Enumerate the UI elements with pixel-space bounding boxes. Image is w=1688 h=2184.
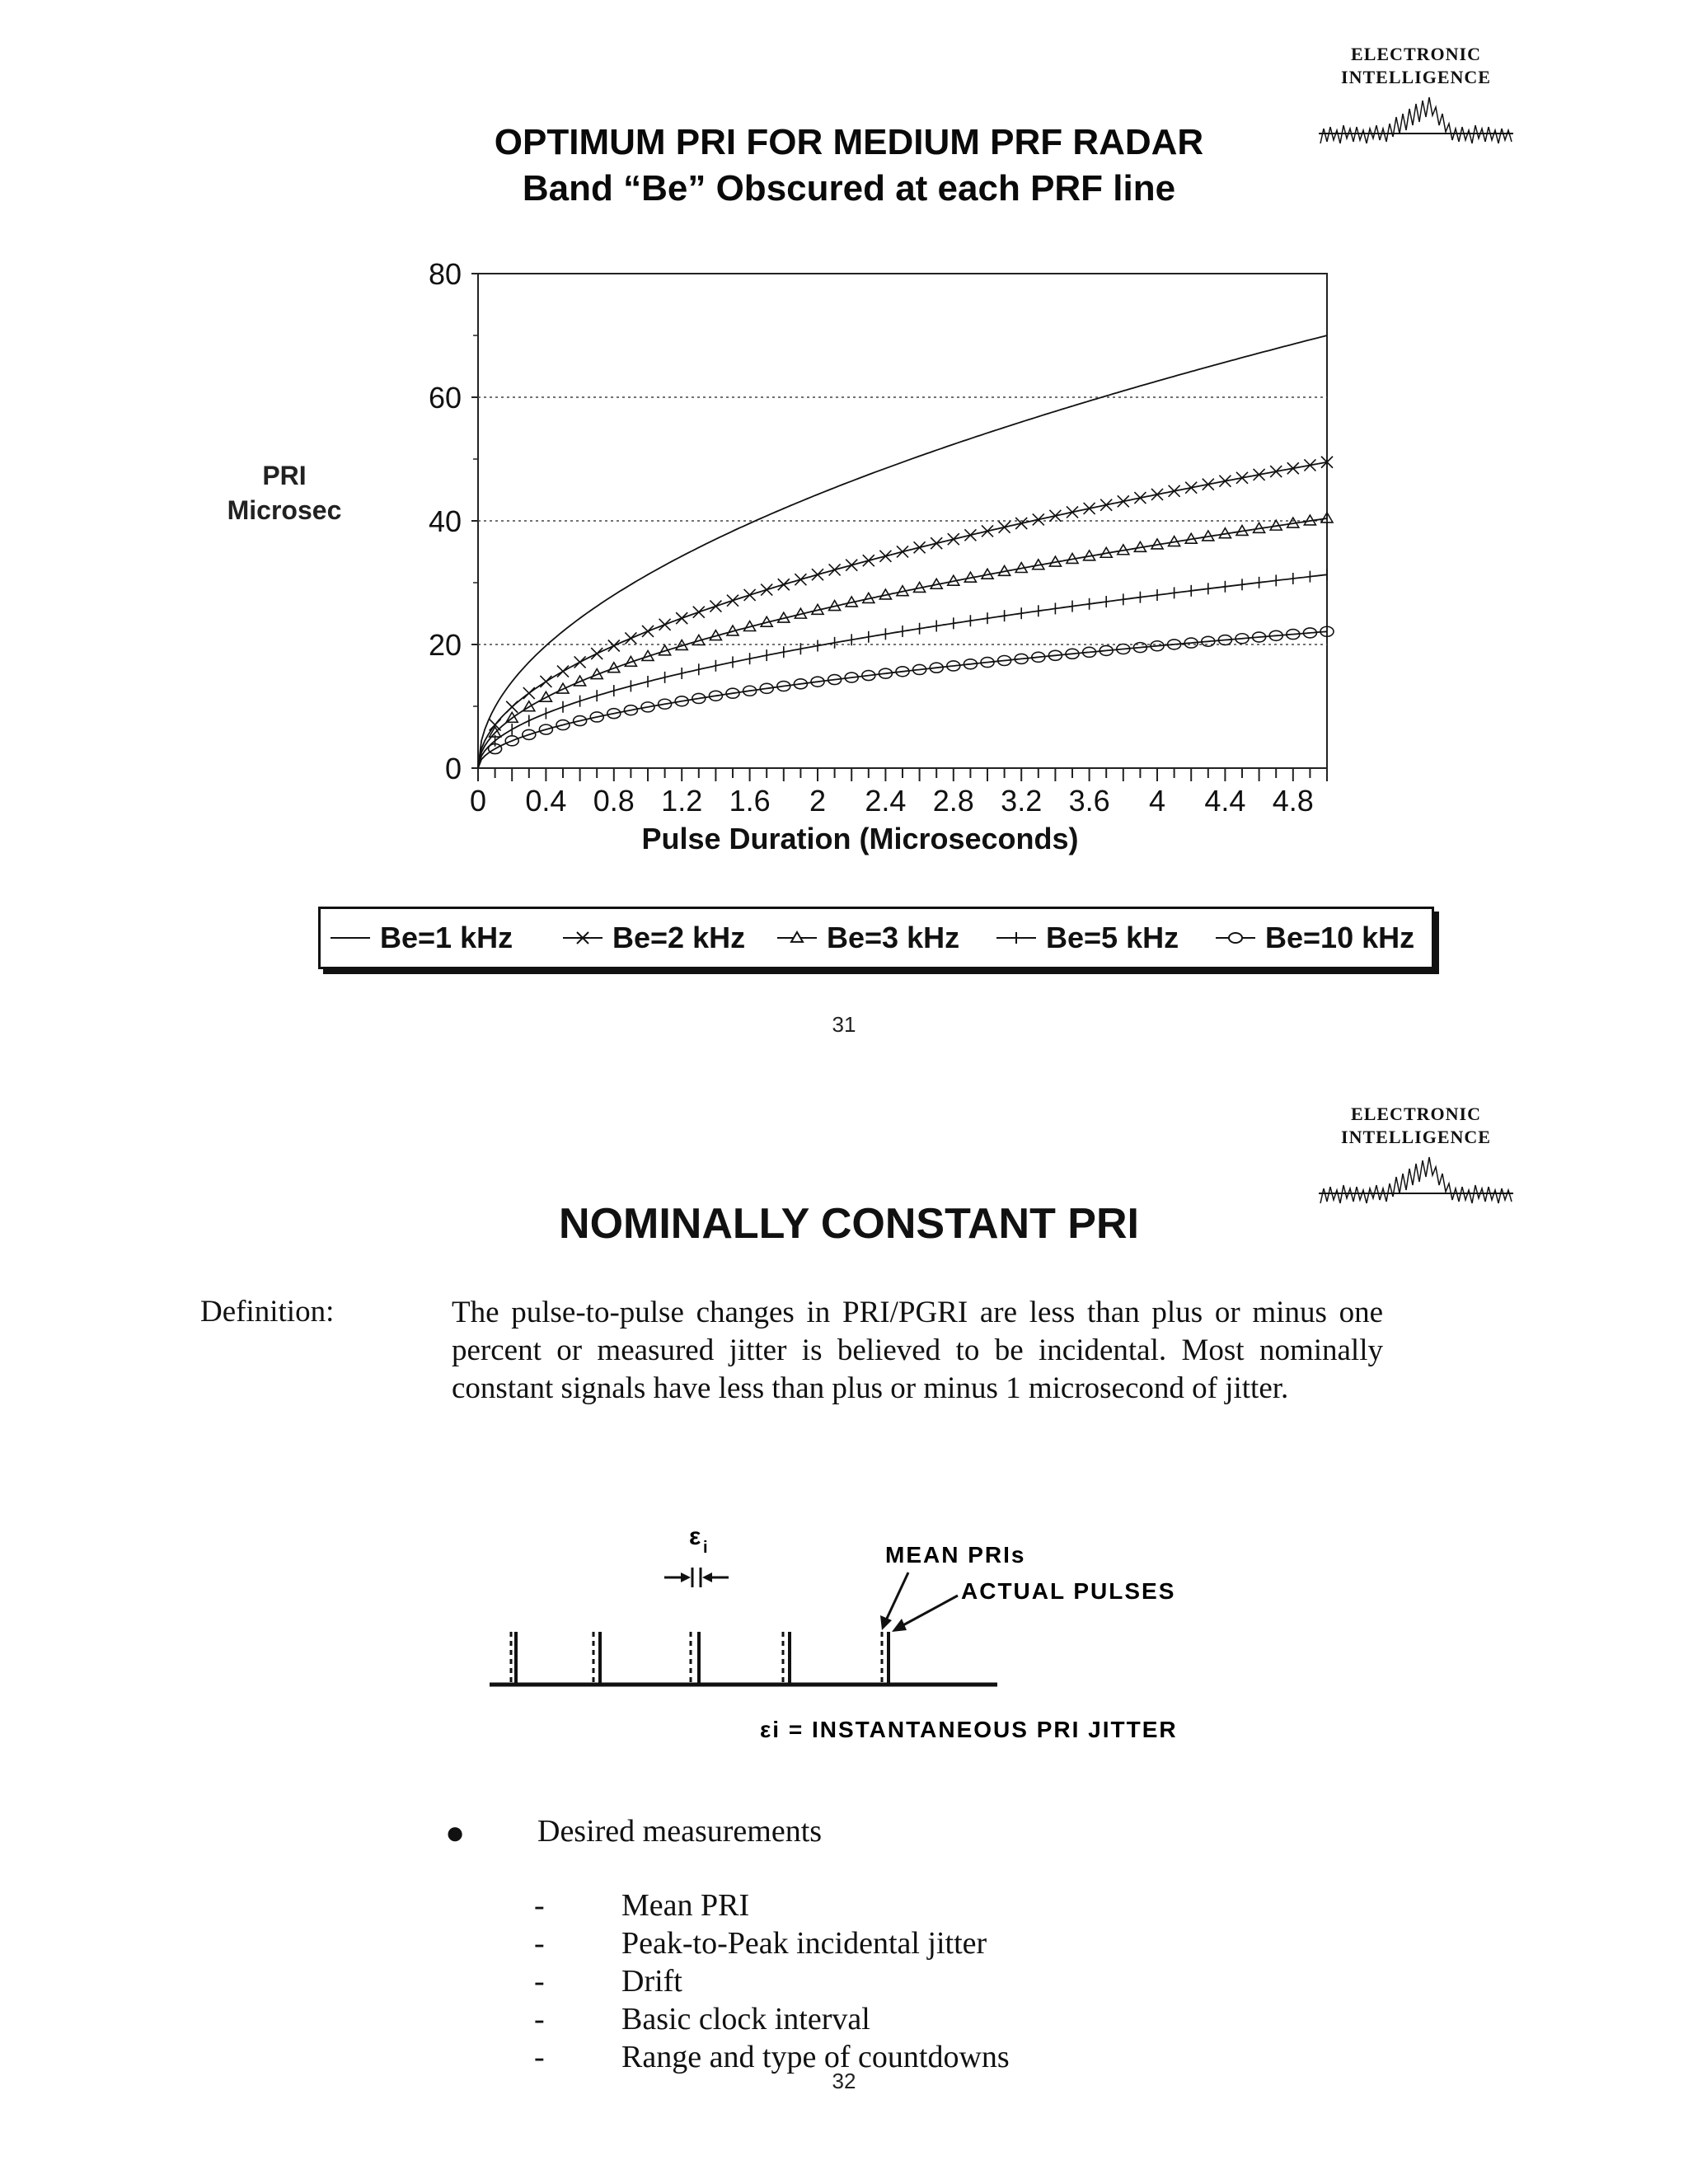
electronic-intelligence-logo bbox=[1317, 43, 1515, 150]
list-item-text: Peak-to-Peak incidental jitter bbox=[621, 1926, 987, 1961]
legend-label: Be=1 kHz bbox=[380, 921, 513, 954]
epsilon-subscript: i bbox=[703, 1539, 708, 1557]
pulse-pair-1 bbox=[511, 1632, 516, 1685]
x-tick-label: 4.4 bbox=[1204, 784, 1246, 818]
y-axis-label-line-1: PRI bbox=[262, 461, 307, 490]
x-tick-label: 0 bbox=[469, 784, 487, 818]
x-tick-label: 2.8 bbox=[932, 784, 974, 818]
epsilon-arrows-icon bbox=[664, 1568, 729, 1587]
pri-chart bbox=[396, 247, 1352, 874]
list-item-text: Basic clock interval bbox=[621, 2002, 870, 2036]
logo-line-1: ELECTRONIC bbox=[1351, 1104, 1481, 1124]
list-dash: - bbox=[534, 1926, 545, 1961]
legend-swatch-icon bbox=[1212, 928, 1259, 948]
list-dash: - bbox=[534, 1964, 545, 1999]
y-tick-label: 20 bbox=[428, 628, 462, 662]
legend-item bbox=[774, 917, 959, 958]
y-tick-label: 80 bbox=[428, 257, 462, 291]
x-tick-label: 1.6 bbox=[729, 784, 771, 818]
desired-measurements-heading: Desired measurements bbox=[537, 1814, 823, 1849]
legend-label: Be=3 kHz bbox=[827, 921, 960, 954]
legend-item bbox=[1212, 917, 1414, 958]
bullet-icon: ● bbox=[445, 1814, 466, 1851]
legend-label: Be=10 kHz bbox=[1265, 921, 1415, 954]
legend-swatch-icon bbox=[327, 928, 373, 948]
list-dash: - bbox=[534, 2002, 545, 2036]
legend-item bbox=[993, 917, 1179, 958]
series-line-2 bbox=[478, 462, 1327, 768]
x-tick-label: 4 bbox=[1148, 784, 1166, 818]
y-tick-label: 40 bbox=[428, 504, 462, 538]
legend-item bbox=[327, 917, 513, 958]
electronic-intelligence-logo-2 bbox=[1317, 1103, 1515, 1210]
x-tick-label: 4.8 bbox=[1272, 784, 1314, 818]
epsilon-label: ε bbox=[689, 1523, 701, 1550]
page-number-32: 32 bbox=[832, 2069, 856, 2093]
pulse-pair-4 bbox=[783, 1632, 790, 1685]
mean-pri-label: MEAN PRIs bbox=[885, 1542, 1026, 1568]
y-tick-label: 0 bbox=[444, 752, 462, 785]
slide-1-title: OPTIMUM PRI FOR MEDIUM PRF RADAR bbox=[494, 122, 1204, 162]
y-tick-label: 60 bbox=[428, 381, 462, 415]
x-tick-label: 1.2 bbox=[661, 784, 703, 818]
slide-2-title: NOMINALLY CONSTANT PRI bbox=[559, 1200, 1139, 1248]
list-dash: - bbox=[534, 2040, 545, 2074]
list-item-text: Mean PRI bbox=[621, 1888, 750, 1923]
x-tick-label: 2.4 bbox=[865, 784, 907, 818]
legend-label: Be=2 kHz bbox=[612, 921, 746, 954]
pulse-pair-5 bbox=[882, 1632, 889, 1685]
actual-pulses-label: ACTUAL PULSES bbox=[961, 1578, 1176, 1604]
series-line-5 bbox=[478, 631, 1327, 768]
logo-line-1: ELECTRONIC bbox=[1351, 44, 1481, 64]
chart-legend bbox=[318, 907, 1434, 969]
x-tick-label: 3.6 bbox=[1068, 784, 1110, 818]
definition-label: Definition: bbox=[200, 1295, 335, 1329]
x-tick-label: 0.8 bbox=[593, 784, 635, 818]
x-axis-label: Pulse Duration (Microseconds) bbox=[641, 822, 1079, 855]
signal-trace-icon bbox=[1317, 92, 1515, 150]
series-line-3 bbox=[478, 518, 1327, 768]
logo-line-2: INTELLIGENCE bbox=[1341, 67, 1491, 87]
pri-jitter-diagram bbox=[478, 1516, 1187, 1755]
legend-label: Be=5 kHz bbox=[1046, 921, 1179, 954]
slide-1-subtitle: Band “Be” Obscured at each PRF line bbox=[522, 168, 1176, 209]
y-axis-label-line-2: Microsec bbox=[227, 495, 342, 525]
legend-swatch-icon bbox=[560, 928, 606, 948]
list-item-text: Range and type of countdowns bbox=[621, 2040, 1010, 2074]
signal-trace-icon bbox=[1317, 1152, 1515, 1210]
jitter-caption: εi = INSTANTANEOUS PRI JITTER bbox=[760, 1717, 1178, 1742]
actual-pulses-arrow-icon bbox=[892, 1596, 958, 1632]
mean-pri-arrow-icon bbox=[880, 1572, 908, 1630]
logo-line-2: INTELLIGENCE bbox=[1341, 1127, 1491, 1147]
page-number-31: 31 bbox=[832, 1012, 856, 1037]
x-tick-label: 2 bbox=[809, 784, 827, 818]
x-tick-label: 3.2 bbox=[1001, 784, 1043, 818]
legend-item bbox=[560, 917, 745, 958]
legend-swatch-icon bbox=[993, 928, 1039, 948]
legend-swatch-icon bbox=[774, 928, 820, 948]
list-item-text: Drift bbox=[621, 1964, 682, 1999]
list-dash: - bbox=[534, 1888, 545, 1923]
pulse-pair-3 bbox=[691, 1632, 699, 1685]
series-marker bbox=[574, 676, 586, 686]
x-tick-label: 0.4 bbox=[525, 784, 567, 818]
definition-text: The pulse-to-pulse changes in PRI/PGRI are less than plus or minus one percent or measured jitter is believed to be incidental. Most nominally constant signals have less than plus or minus 1 microsecond of jitter. bbox=[452, 1296, 1383, 1405]
pulse-pair-2 bbox=[593, 1632, 600, 1685]
